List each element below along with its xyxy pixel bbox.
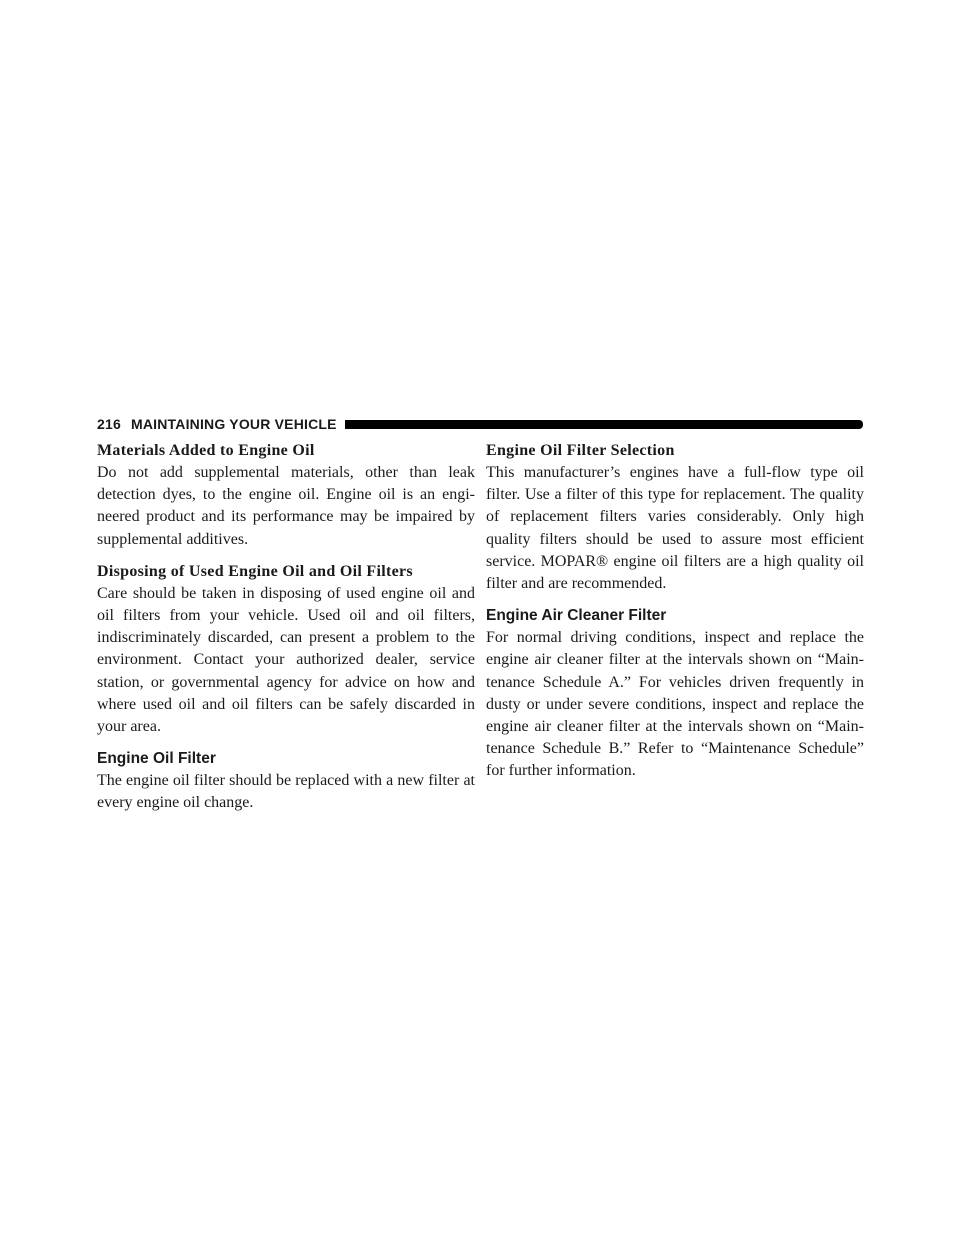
page-number: 216 <box>97 416 121 432</box>
air-cleaner-paragraph: For normal driving conditions, inspect and replace the engine air cleaner filter at the intervals shown on “Main-tenance Schedule A.” For vehicles driven frequently in dusty or under severe conditions, inspect and replace the engine air cleaner filter at the intervals shown on “Main-tenance Schedule B.” Refer to “Maintenance Schedule” for further information. <box>486 629 864 780</box>
disposing-paragraph: Care should be taken in disposing of used engine oil and oil filters from your vehicle. Used oil and oil filters, indiscriminately discarded, can present a problem to the environment. Contact your authorized dealer, service station, or governmental agency for advice on how and where used oil and oil filters can be safely discarded in your area. <box>97 584 475 736</box>
left-column <box>97 440 475 825</box>
air-cleaner-heading: Engine Air Cleaner Filter <box>486 607 667 625</box>
oil-filter-heading: Engine Oil Filter <box>97 750 216 768</box>
materials-paragraph: Do not add supplemental materials, other than leak detection dyes, to the engine oil. Engine oil is an engi-neered product and its performance may be impaired by supplemental additives. <box>97 464 475 548</box>
disposing-heading: Disposing of Used Engine Oil and Oil Filters <box>97 562 413 580</box>
selection-paragraph: This manufacturer’s engines have a full-flow type oil filter. Use a filter of this type for replacement. The quality of replacement filters varies considerably. Only high quality filters should be used to assure most efficient service. MOPAR® engine oil filters are a high quality oil filter and are recommended. <box>486 464 864 593</box>
page-header <box>97 415 863 433</box>
section-title: MAINTAINING YOUR VEHICLE <box>130 416 337 432</box>
oil-filter-paragraph: The engine oil filter should be replaced with a new filter at every engine oil change. <box>97 772 475 812</box>
materials-heading: Materials Added to Engine Oil <box>97 442 315 459</box>
selection-heading: Engine Oil Filter Selection <box>486 442 675 459</box>
right-column <box>486 440 864 793</box>
header-rule <box>345 420 863 429</box>
